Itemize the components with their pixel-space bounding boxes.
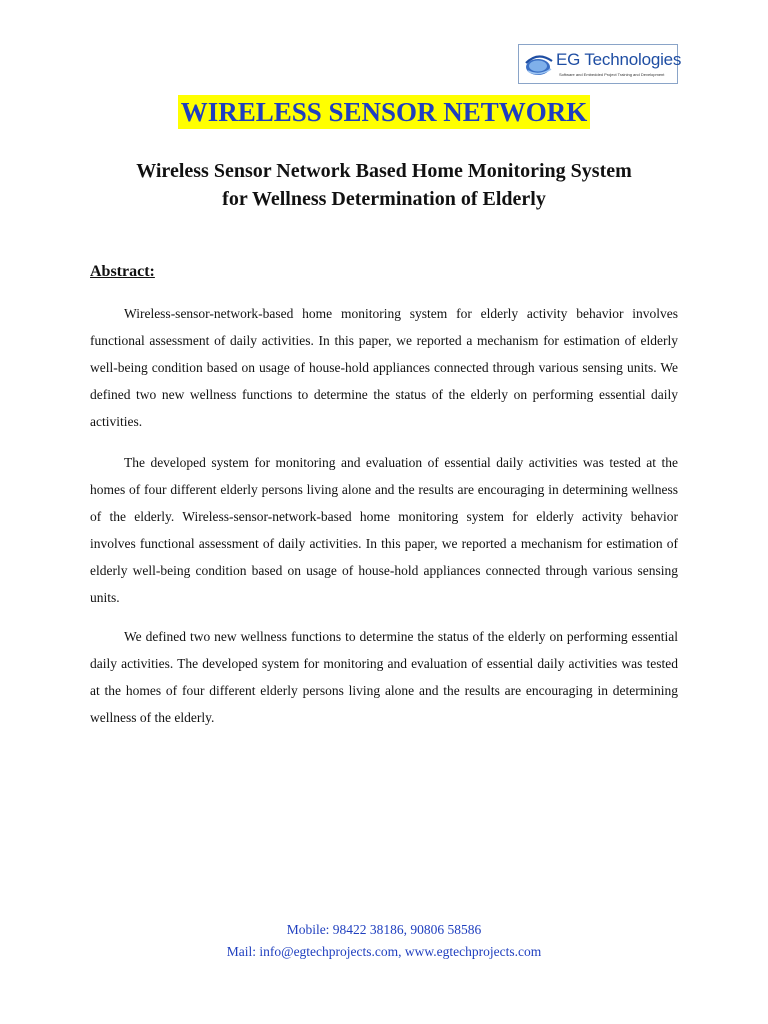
title-line-1: Wireless Sensor Network Based Home Monitoring System xyxy=(136,160,632,182)
document-heading xyxy=(0,95,768,129)
contact-footer xyxy=(0,919,768,963)
eg-globe-icon xyxy=(523,49,555,79)
abstract-paragraph-3: We defined two new wellness functions to determine the status of the elderly on performing essential daily activities. The developed system for monitoring and evaluation of essential daily activities was tested at the homes of four different elderly persons living alone and the results are encouraging in determining wellness of the elderly. xyxy=(90,629,678,725)
footer-mobile: Mobile: 98422 38186, 90806 58586 xyxy=(286,922,482,937)
title-line-2: for Wellness Determination of Elderly xyxy=(222,188,546,210)
paper-title xyxy=(60,157,708,213)
company-logo xyxy=(518,44,682,84)
logo-brand-name: EG Technologies xyxy=(556,50,682,69)
abstract-paragraph-1: Wireless-sensor-network-based home monitoring system for elderly activity behavior involves functional assessment of daily activities. In this paper, we reported a mechanism for estimation of elderly well-being condition based on usage of house-hold appliances connected through various sensing units. We defined two new wellness functions to determine the status of the elderly on performing essential daily activities. xyxy=(90,306,678,429)
heading-highlight: WIRELESS SENSOR NETWORK xyxy=(178,95,591,129)
abstract-label: Abstract: xyxy=(90,263,155,280)
abstract-paragraph-2: The developed system for monitoring and evaluation of essential daily activities was tested at the homes of four different elderly persons living alone and the results are encouraging in determining wellness of the elderly. Wireless-sensor-network-based home monitoring system for elderly activity behavior involves functional assessment of daily activities. In this paper, we reported a mechanism for estimation of elderly well-being condition based on usage of house-hold appliances connected through various sensing units. xyxy=(90,455,678,605)
footer-mail: Mail: info@egtechprojects.com, www.egtechprojects.com xyxy=(226,944,542,959)
logo-tagline: Software and Embedded Project Training and Development xyxy=(559,72,665,77)
